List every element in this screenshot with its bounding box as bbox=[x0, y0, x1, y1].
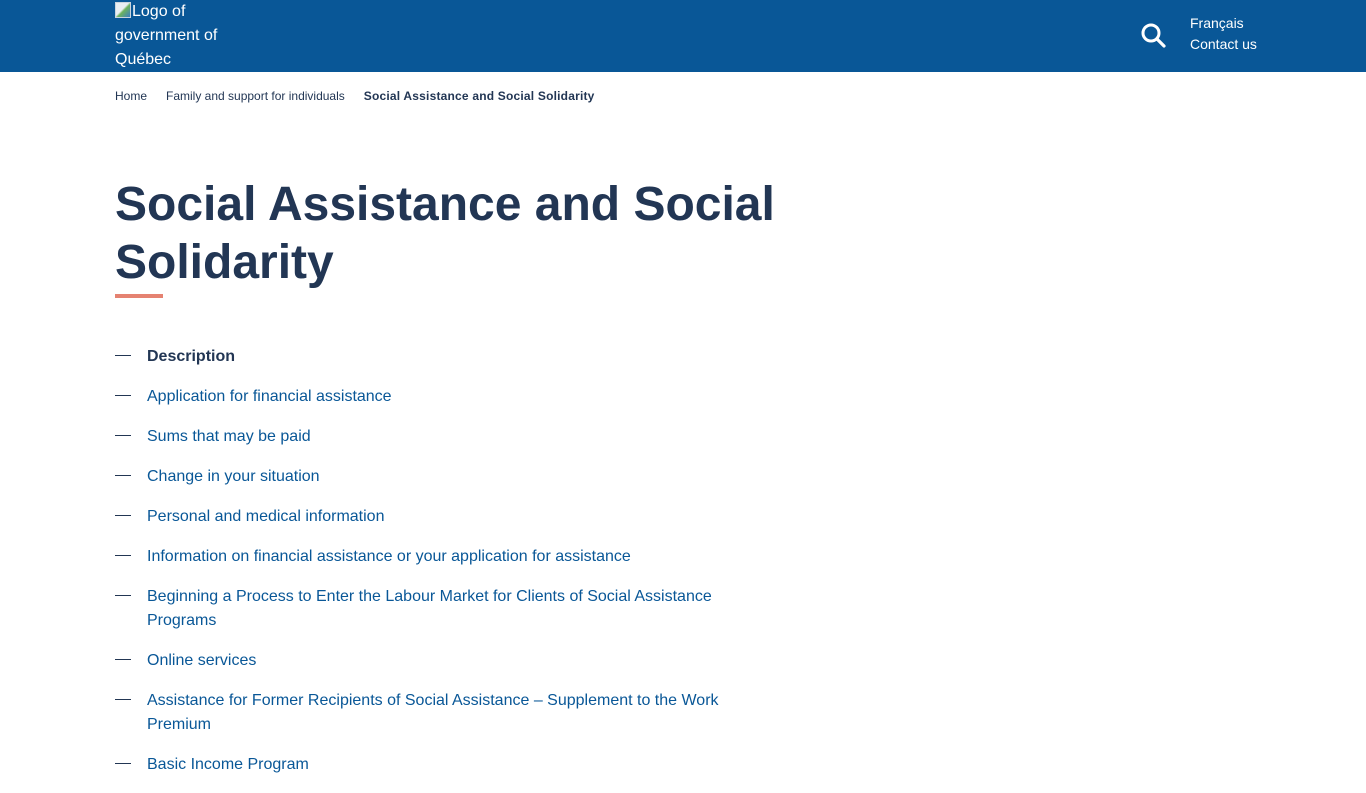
government-logo[interactable] bbox=[115, 0, 235, 72]
search-icon bbox=[1138, 20, 1170, 52]
page-title: Social Assistance and Social Solidarity bbox=[115, 178, 775, 289]
toc-link-online-services[interactable]: Online services bbox=[147, 652, 257, 669]
breadcrumb-home[interactable]: Home bbox=[115, 89, 148, 103]
toc-item bbox=[115, 545, 735, 569]
dash-icon bbox=[115, 545, 147, 569]
dash-icon bbox=[115, 465, 147, 489]
dash-icon bbox=[115, 385, 147, 409]
toc-item bbox=[115, 345, 735, 369]
broken-image-icon bbox=[115, 2, 131, 18]
search-button[interactable] bbox=[1138, 20, 1170, 52]
language-link-francais[interactable]: Français bbox=[1190, 15, 1244, 31]
dash-icon bbox=[115, 649, 147, 673]
table-of-contents bbox=[115, 345, 735, 793]
toc-item bbox=[115, 425, 735, 449]
toc-item bbox=[115, 585, 735, 633]
toc-link-sums[interactable]: Sums that may be paid bbox=[147, 428, 311, 445]
toc-item bbox=[115, 505, 735, 529]
toc-link-application[interactable]: Application for financial assistance bbox=[147, 388, 392, 405]
title-accent-bar bbox=[115, 294, 163, 298]
toc-link-former-recipients[interactable]: Assistance for Former Recipients of Social Assistance – Supplement to the Work Premium bbox=[147, 692, 719, 733]
toc-item bbox=[115, 385, 735, 409]
toc-link-labour-market[interactable]: Beginning a Process to Enter the Labour Market for Clients of Social Assistance Programs bbox=[147, 588, 712, 629]
breadcrumb bbox=[115, 89, 595, 104]
toc-link-basic-income[interactable]: Basic Income Program bbox=[147, 756, 309, 773]
dash-icon bbox=[115, 345, 147, 369]
toc-item-description-current: Description bbox=[147, 348, 236, 365]
logo-alt-text: Logo of government of Québec bbox=[115, 3, 218, 68]
dash-icon bbox=[115, 689, 147, 713]
toc-link-personal-medical[interactable]: Personal and medical information bbox=[147, 508, 385, 525]
breadcrumb-current: Social Assistance and Social Solidarity bbox=[363, 89, 595, 103]
contact-us-link[interactable]: Contact us bbox=[1190, 36, 1257, 52]
dash-icon bbox=[115, 753, 147, 777]
dash-icon bbox=[115, 585, 147, 609]
toc-item bbox=[115, 649, 735, 673]
site-header bbox=[0, 0, 1366, 72]
toc-link-change-situation[interactable]: Change in your situation bbox=[147, 468, 320, 485]
header-links bbox=[1190, 15, 1257, 53]
dash-icon bbox=[115, 425, 147, 449]
toc-item bbox=[115, 689, 735, 737]
toc-item bbox=[115, 753, 735, 777]
breadcrumb-family-support[interactable]: Family and support for individuals bbox=[166, 89, 345, 103]
toc-link-information[interactable]: Information on financial assistance or your application for assistance bbox=[147, 548, 631, 565]
toc-item bbox=[115, 465, 735, 489]
dash-icon bbox=[115, 505, 147, 529]
